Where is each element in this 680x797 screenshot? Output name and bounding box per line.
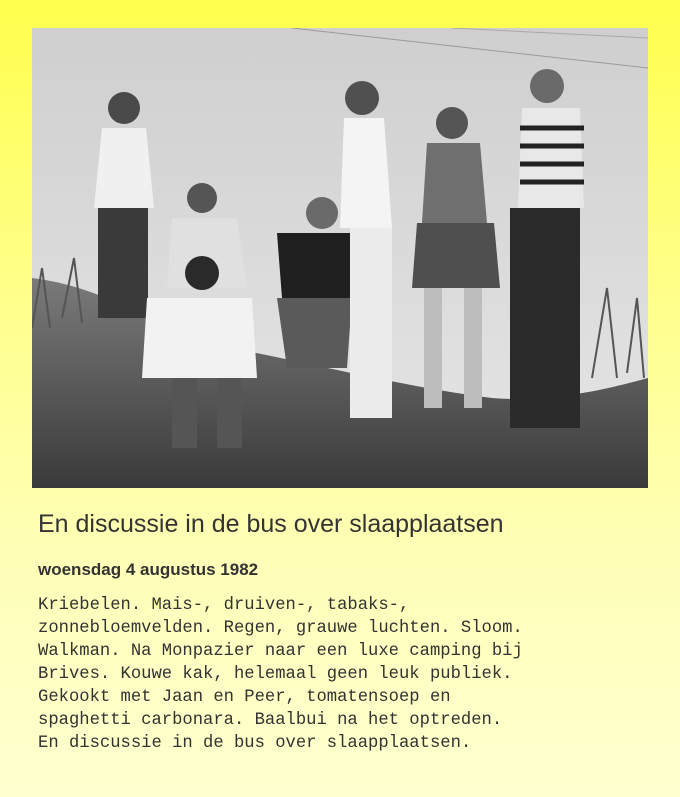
body-line: Kriebelen. Mais-, druiven-, tabaks-, xyxy=(38,596,410,615)
body-line: zonnebloemvelden. Regen, grauwe luchten. Sloom. xyxy=(38,619,523,638)
post-body xyxy=(38,594,523,755)
post-date: woensdag 4 augustus 1982 xyxy=(38,560,259,579)
group-photo xyxy=(32,28,648,488)
body-line: Walkman. Na Monpazier naar een luxe camping bij xyxy=(38,642,523,661)
body-line: Gekookt met Jaan en Peer, tomatensoep en xyxy=(38,688,451,707)
post-title: En discussie in de bus over slaapplaatsen xyxy=(38,510,504,538)
body-line: En discussie in de bus over slaapplaatsen. xyxy=(38,734,472,753)
body-line: Brives. Kouwe kak, helemaal geen leuk publiek. xyxy=(38,665,513,684)
body-line: spaghetti carbonara. Baalbui na het optreden. xyxy=(38,711,503,730)
